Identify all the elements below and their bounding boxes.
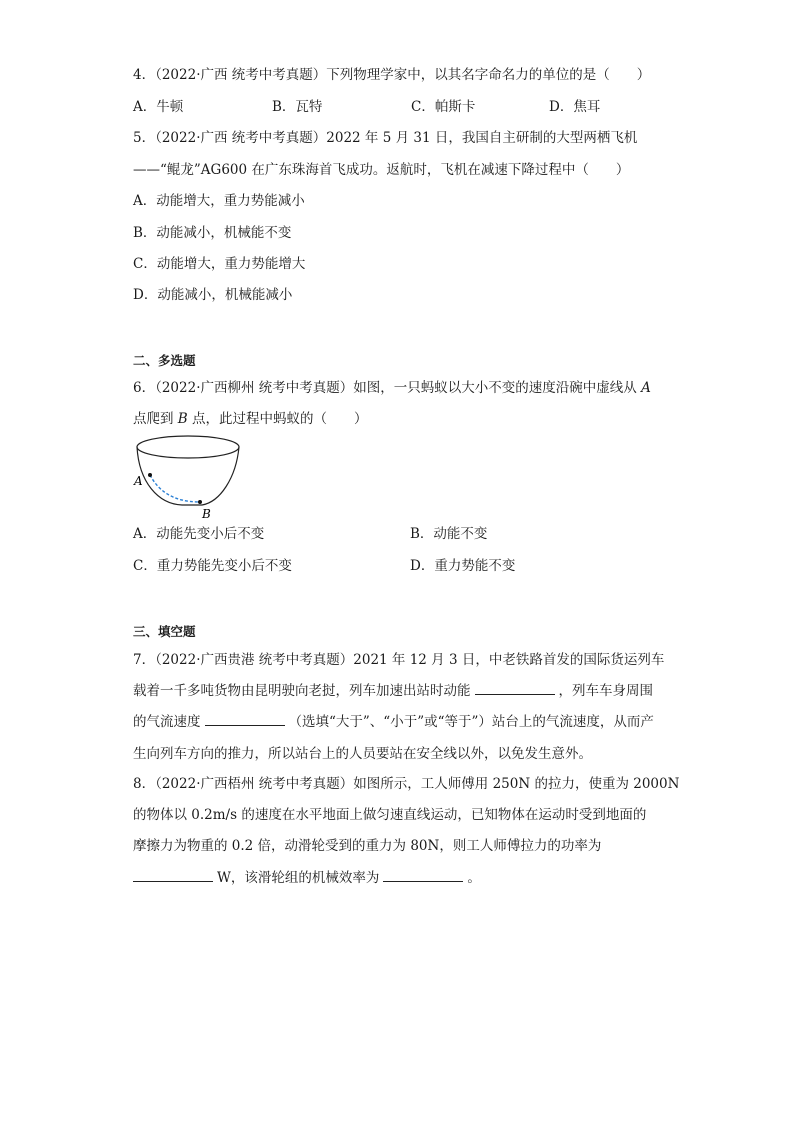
q7-line2: 载着一千多吨货物由昆明驶向老挝，列车加速出站时动能 ，列车车身周围 [133,683,653,699]
q6-option-a[interactable]: A．动能先变小后不变 [133,526,265,542]
section-heading-fill-in: 三、填空题 [133,624,196,639]
q5-option-a[interactable]: A．动能增大，重力势能减小 [133,193,305,209]
q4-option-b[interactable]: B．瓦特 [272,99,323,115]
figure-label-b: B [202,507,211,521]
q6-stem-line2: 点爬到 B 点，此过程中蚂蚁的（ ） [133,411,368,427]
q4-stem: 4．（2022·广西 统考中考真题）下列物理学家中，以其名字命名力的单位的是（ ） [133,67,651,83]
q5-option-c[interactable]: C．动能增大，重力势能增大 [133,256,306,272]
q5-stem-line2: ——“鲲龙”AG600 在广东珠海首飞成功。返航时，飞机在减速下降过程中（ ） [133,162,630,178]
q8-blank-1[interactable] [133,869,213,882]
q7-line3: 的气流速度 （选填“大于”、“小于”或“等于”）站台上的气流速度，从而产 [133,714,654,730]
q7-blank-1[interactable] [475,682,555,695]
q8-blank-2[interactable] [383,869,463,882]
figure-label-a: A [134,474,143,488]
q6-option-d[interactable]: D．重力势能不变 [410,558,516,574]
q4-option-a[interactable]: A．牛顿 [133,99,184,115]
q7-line4: 生向列车方向的推力，所以站台上的人员要站在安全线以外，以免发生意外。 [133,746,592,762]
q8-line1: 8．（2022·广西梧州 统考中考真题）如图所示，工人师傅用 250N 的拉力，使重为 2000N [133,776,680,792]
q7-blank-2[interactable] [205,713,285,726]
q8-line2: 的物体以 0.2m/s 的速度在水平地面上做匀速直线运动，已知物体在运动时受到地面的 [133,807,647,823]
q5-option-d[interactable]: D．动能减小，机械能减小 [133,287,293,303]
q5-stem-line1: 5．（2022·广西 统考中考真题）2022 年 5 月 31 日，我国自主研制的大型两栖飞机 [133,130,638,146]
q4-option-c[interactable]: C．帕斯卡 [411,99,476,115]
q4-option-d[interactable]: D．焦耳 [549,99,601,115]
q8-line3: 摩擦力为物重的 0.2 倍，动滑轮受到的重力为 80N，则工人师傅拉力的功率为 [133,838,602,854]
bowl-figure [128,432,252,524]
q7-line1: 7．（2022·广西贵港 统考中考真题）2021 年 12 月 3 日，中老铁路首发的国际货运列车 [133,652,665,668]
q8-line4: W，该滑轮组的机械效率为 。 [133,869,481,887]
q6-option-c[interactable]: C．重力势能先变小后不变 [133,558,292,574]
q6-stem-line1: 6．（2022·广西柳州 统考中考真题）如图，一只蚂蚁以大小不变的速度沿碗中虚线从 A [133,380,651,396]
q6-option-b[interactable]: B．动能不变 [410,526,488,542]
section-heading-multiple-choice: 二、多选题 [133,353,196,368]
q5-option-b[interactable]: B．动能减小，机械能不变 [133,225,292,241]
